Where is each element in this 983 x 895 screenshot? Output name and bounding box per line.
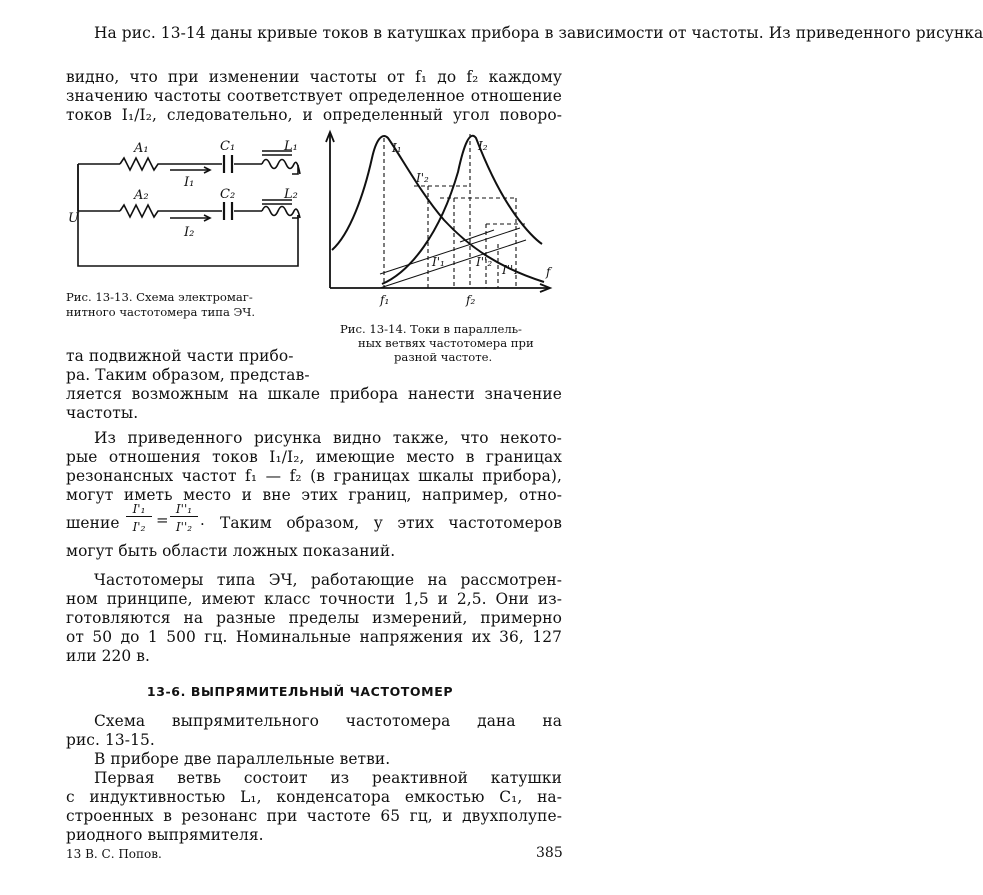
curve-i2: [382, 136, 542, 284]
label-i1-prime: I'₁: [432, 255, 445, 269]
figure-13-14-current-curves: [320, 124, 558, 314]
capacitor-c2: [224, 202, 232, 220]
paragraph1-line5: токов I₁/I₂, следовательно, и определенный угол поворо-: [66, 106, 562, 124]
resistor-a1: [120, 158, 162, 170]
paragraph2-line6: могут быть области ложных показаний.: [66, 542, 396, 560]
paragraph1-line3: видно, что при изменении частоты от f₁ до f₂ каждому: [66, 68, 562, 86]
paragraph1-line4: значению частоты соответствует определенное отношение: [66, 87, 562, 105]
fig13-caption-line1: Рис. 13-13. Схема электромаг-: [66, 290, 253, 304]
label-l1: L₁: [284, 139, 298, 154]
paragraph3-line5: или 220 в.: [66, 647, 151, 665]
paragraph2-line1: Из приведенного рисунка видно также, что некото-: [94, 429, 562, 447]
paragraph4-line7: риодного выпрямителя.: [66, 826, 264, 844]
curve-label-i2: I₂: [478, 139, 488, 153]
label-i2-double-prime: I''₂: [476, 255, 493, 269]
paragraph3-line3: готовляются на разные пределы измерений, примерно: [66, 609, 562, 627]
paragraph4-line3: В приборе две параллельные ветви.: [94, 750, 391, 768]
paragraph3-line4: от 50 до 1 500 гц. Номинальные напряжения их 36, 127: [66, 628, 562, 646]
paragraph4-line4: Первая ветвь состоит из реактивной катушки: [94, 769, 562, 787]
label-a1: A₁: [134, 141, 149, 156]
fig14-caption-line3: разной частоте.: [394, 350, 493, 364]
paragraph3-line2: ном принципе, имеют класс точности 1,5 и 2,5. Они из-: [66, 590, 562, 608]
resistor-a2: [120, 205, 162, 217]
fraction-equals: =: [156, 511, 169, 529]
coil-l2: [262, 200, 300, 218]
paragraph4-line2: рис. 13-15.: [66, 731, 155, 749]
label-l2: L₂: [284, 187, 298, 202]
label-u: U: [68, 211, 79, 226]
paragraph2-line2: рые отношения токов I₁/I₂, имеющие место в границах: [66, 448, 562, 466]
label-c1: C₁: [220, 139, 236, 154]
paragraph1-line1: На рис. 13-14 даны кривые токов в катушках прибора в зависимости от частоты. Из приведенного рисунка: [94, 24, 983, 42]
paragraph1-cont-line2: ра. Таким образом, представ-: [66, 366, 310, 384]
paragraph2-line5-end: Таким образом, у этих частотомеров: [220, 514, 562, 532]
label-i2-prime: I'₂: [416, 171, 429, 185]
fraction2-denominator: I''₂: [175, 520, 193, 534]
fraction2-numerator: I''₁: [170, 502, 198, 517]
label-c2: C₂: [220, 187, 236, 202]
fraction-period: .: [200, 511, 205, 529]
section-heading: 13-6. ВЫПРЯМИТЕЛЬНЫЙ ЧАСТОТОМЕР: [146, 684, 454, 699]
figure-13-13-circuit: [70, 138, 314, 280]
axis-label-f: f: [546, 265, 551, 279]
fig13-caption-line2: нитного частотомера типа ЭЧ.: [66, 305, 256, 319]
coil-l1: [262, 151, 300, 174]
label-a2: A₂: [134, 188, 149, 203]
label-i1-double-prime: I''₁: [502, 263, 519, 277]
fraction1-denominator: I'₂: [132, 520, 146, 534]
label-i2: I₂: [184, 225, 195, 240]
curve-label-i1: I₁: [392, 141, 402, 155]
footer-signature: 13 В. С. Попов.: [66, 847, 162, 861]
paragraph1-cont-line1: та подвижной части прибо-: [66, 347, 294, 365]
paragraph2-line5-start: шение: [66, 514, 120, 532]
paragraph1-cont-line4: частоты.: [66, 404, 139, 422]
tick-label-f2: f₂: [466, 293, 476, 307]
fig14-caption-line1: Рис. 13-14. Токи в параллель-: [340, 322, 522, 336]
paragraph4-line6: строенных в резонанс при частоте 65 гц, и двухполупе-: [66, 807, 562, 825]
paragraph4-line5: с индуктивностью L₁, конденсатора емкостью C₁, на-: [66, 788, 562, 806]
hatch-lines: [380, 228, 526, 288]
paragraph1-cont-line3: ляется возможным на шкале прибора нанести значение: [66, 385, 562, 403]
paragraph4-line1: Схема выпрямительного частотомера дана на: [94, 712, 562, 730]
tick-label-f1: f₁: [380, 293, 390, 307]
capacitor-c1: [224, 155, 232, 173]
paragraph3-line1: Частотомеры типа ЭЧ, работающие на рассмотрен-: [94, 571, 562, 589]
label-i1: I₁: [184, 175, 195, 190]
fraction1-numerator: I'₁: [126, 502, 152, 517]
paragraph2-line4: могут иметь место и вне этих границ, например, отно-: [66, 486, 562, 504]
fig14-caption-line2: ных ветвях частотомера при: [358, 336, 534, 350]
paragraph2-line3: резонансных частот f₁ — f₂ (в границах шкалы прибора),: [66, 467, 562, 485]
page-number: 385: [536, 845, 563, 861]
